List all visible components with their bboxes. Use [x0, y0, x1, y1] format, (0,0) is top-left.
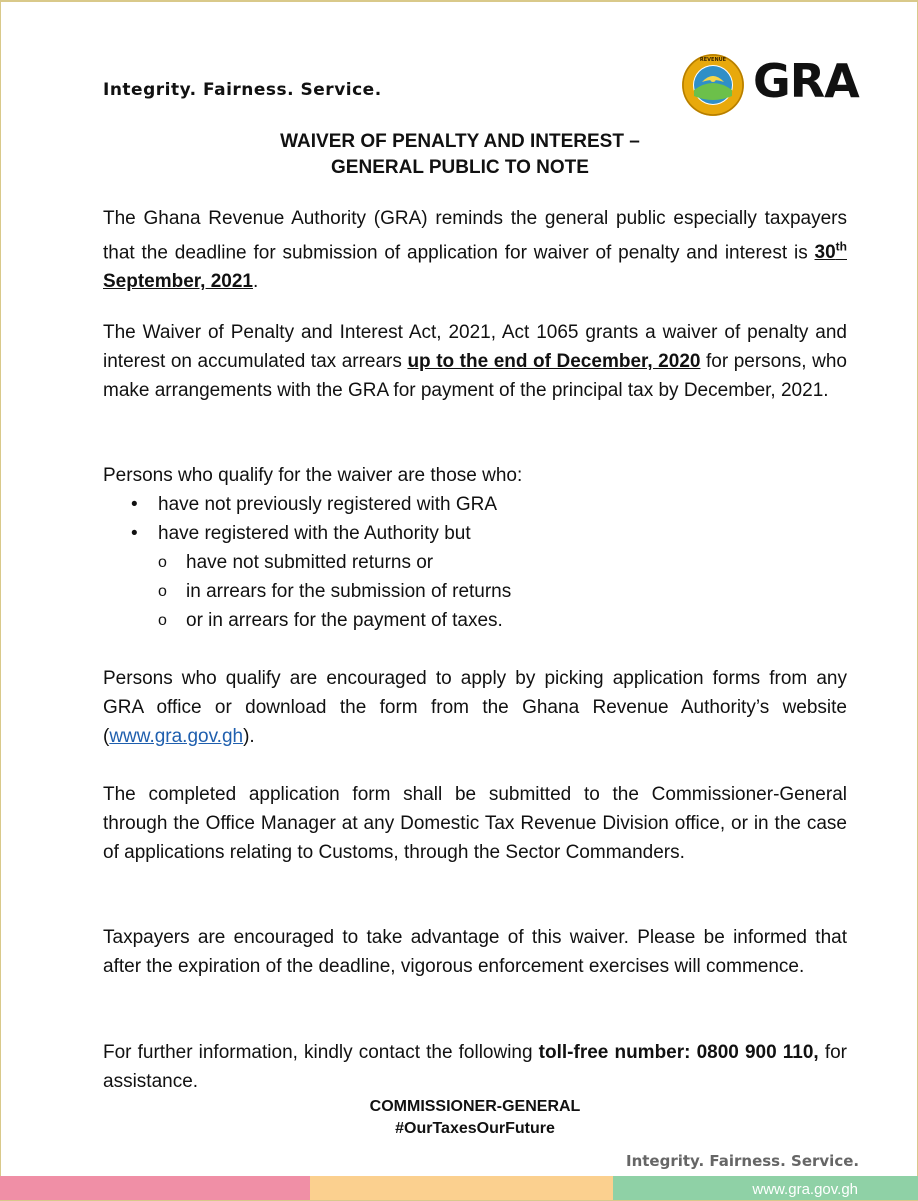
bullet-circle: o: [158, 583, 167, 600]
paragraph-contact: [103, 1038, 847, 1096]
bullet-circle: o: [158, 554, 167, 571]
toll-free-number: toll-free number: 0800 900 110,: [538, 1042, 819, 1063]
qualify-list: [103, 490, 847, 635]
qualify-intro: [103, 461, 847, 490]
enforcement-text: Taxpayers are encouraged to take advantage of this waiver. Please be informed that after the expiration of the deadline, vigorous enforcement exercises will commence.: [103, 927, 847, 977]
sub-list-item: [103, 606, 847, 635]
footer-motto: Integrity. Fairness. Service.: [626, 1152, 860, 1170]
deadline-text: The Ghana Revenue Authority (GRA) reminds the general public especially taxpayers that the deadline for submission of application for waiver of penalty and interest is: [103, 208, 847, 264]
website-link[interactable]: www.gra.gov.gh: [109, 726, 244, 747]
bullet-dot: •: [131, 523, 138, 544]
header-motto: Integrity. Fairness. Service.: [103, 80, 382, 100]
paragraph-submission: [103, 780, 847, 867]
act-text-after: for persons, who make arrangements with the GRA for payment of the principal tax by December, 2021.: [103, 351, 847, 401]
deadline-end: .: [252, 271, 259, 293]
bullet-dot: •: [131, 494, 138, 515]
apply-text: Persons who qualify are encouraged to apply by picking application forms from any GRA office or download the form from the Ghana Revenue Authority’s website (: [103, 668, 847, 747]
list-item-text: have registered with the Authority but: [158, 523, 471, 544]
signature-hashtag: #OurTaxesOurFuture: [395, 1120, 555, 1137]
sub-list-item-text: have not submitted returns or: [186, 552, 434, 573]
paragraph-apply: [103, 664, 847, 751]
date-suffix: th: [835, 240, 847, 254]
submission-text: The completed application form shall be submitted to the Commissioner-General through the Office Manager at any Domestic Tax Revenue Division office, or in the case of applications relating to Customs, through the Sector Commanders.: [103, 784, 847, 863]
date-day: 30: [814, 242, 836, 264]
gra-seal-icon: [680, 52, 746, 118]
notice-title: [100, 129, 820, 181]
footer-bar: [0, 1176, 918, 1200]
contact-text: For further information, kindly contact the following: [103, 1042, 539, 1063]
list-item: [103, 490, 847, 519]
title-line-1: WAIVER OF PENALTY AND INTEREST –: [280, 131, 640, 152]
list-item: [103, 519, 847, 548]
date-rest: September, 2021: [103, 271, 253, 293]
paragraph-enforcement: [103, 923, 847, 981]
gra-logo: [680, 52, 870, 118]
signature-block: [250, 1096, 700, 1140]
svg-text:REVENUE: REVENUE: [699, 57, 727, 63]
footer-url[interactable]: www.gra.gov.gh: [752, 1181, 858, 1198]
gra-wordmark: GRA: [753, 54, 859, 108]
sub-list-item: [103, 548, 847, 577]
bullet-circle: o: [158, 612, 167, 629]
sub-list-item: [103, 577, 847, 606]
contact-end: for assistance.: [103, 1042, 848, 1092]
paragraph-act: [103, 318, 847, 405]
footer-segment-yellow: [310, 1176, 613, 1200]
act-text: The Waiver of Penalty and Interest Act, 2021, Act 1065 grants a waiver of penalty and interest on accumulated tax arrears: [103, 322, 847, 372]
qualify-intro-text: Persons who qualify for the waiver are those who:: [103, 465, 523, 486]
act-emphasis: up to the end of December, 2020: [407, 351, 701, 372]
list-item-text: have not previously registered with GRA: [158, 494, 497, 515]
apply-end: ).: [243, 726, 255, 747]
paragraph-deadline: [103, 204, 847, 296]
signature-title: COMMISSIONER-GENERAL: [369, 1098, 581, 1115]
sub-list-item-text: or in arrears for the payment of taxes.: [186, 610, 503, 631]
title-line-2: GENERAL PUBLIC TO NOTE: [331, 157, 589, 178]
footer-segment-pink: [0, 1176, 310, 1200]
sub-list-item-text: in arrears for the submission of returns: [186, 581, 512, 602]
